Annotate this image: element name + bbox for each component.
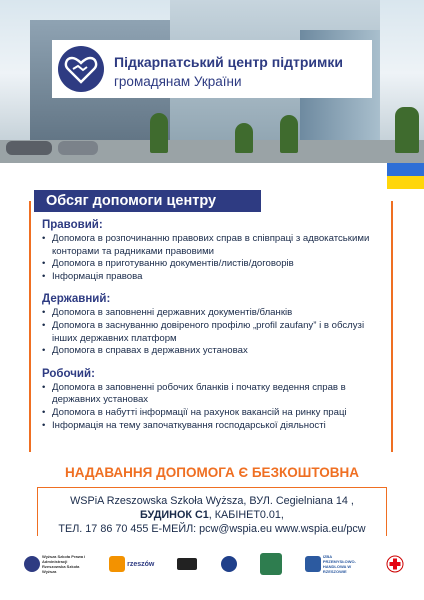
help-scope-list: [42, 219, 387, 442]
list-item: • Інформація правова: [42, 271, 387, 284]
address-line2: [0, 509, 424, 521]
partner-logos: [24, 549, 404, 579]
center-title-line2: громадянам України: [114, 74, 242, 89]
red-cross-logo-icon: [386, 555, 404, 573]
list-item: • Допомога в приготуванню документів/листів/договорів: [42, 258, 387, 271]
address-line1: WSPiA Rzeszowska Szkoła Wyższa, ВУЛ. Cegielniana 14 ,: [70, 495, 354, 507]
izba-logo-icon: IZBA PRZEMYSŁOWO-HANDLOWA W RZESZOWIE: [305, 554, 363, 574]
group-title-legal: Правовий:: [42, 219, 103, 231]
list-item: • Допомога в заснуванню довіреного профілю „profil zaufany” і в обслузі інших державних платформ: [42, 320, 387, 345]
emblem-logo-icon: [221, 556, 237, 572]
list-item: • Допомога в набутті інформації на рахунок вакансій на ринку праці: [42, 407, 387, 420]
group-list-work: [42, 382, 387, 432]
list-item: • Допомога в заповненні державних документів/бланків: [42, 307, 387, 320]
section-title: Обсяг допомоги центру: [34, 190, 261, 212]
car: [6, 141, 52, 155]
rzeszow-logo-icon: rzeszów: [109, 556, 154, 572]
wspia-logo-icon: Wyższa Szkoła Prawa i Administracji Rzeszowska Szkoła Wyższa: [24, 554, 86, 574]
list-item: • Допомога в заповненні робочих бланків і початку ведення справ в державних установах: [42, 382, 387, 407]
title-banner: [52, 40, 372, 98]
tree: [235, 123, 253, 153]
list-item: • Допомога в розпочинанню правових справ в співпраці з адвокатськими конторами та радниками правовими: [42, 233, 387, 258]
car: [58, 141, 98, 155]
free-assistance-notice: НАДАВАННЯ ДОПОМОГА Є БЕЗКОШТОВНА: [64, 465, 359, 480]
arrows-logo-icon: [177, 558, 197, 570]
group-title-work: Робочий:: [42, 367, 95, 380]
tree: [280, 115, 298, 153]
group-title-state: Державний:: [42, 293, 111, 306]
contact-line: ТЕЛ. 17 86 70 455 Е-МЕЙЛ: pcw@wspia.eu www.wspia.eu/pcw: [58, 523, 366, 535]
tree: [150, 113, 168, 153]
list-item: • Допомога в справах в державних установах: [42, 345, 387, 358]
group-list-legal: [42, 233, 387, 283]
group-list-state: [42, 307, 387, 357]
aip-logo-icon: [260, 553, 282, 575]
center-title-line1: Підкарпатський центр підтримки: [114, 54, 343, 70]
list-item: • Інформація на тему започаткування господарської діяльності: [42, 420, 387, 433]
room-label: , КАБІНЕТ0.01,: [208, 509, 284, 521]
ukraine-flag-icon: [387, 163, 424, 189]
handshake-heart-icon: [58, 46, 104, 92]
tree: [395, 107, 419, 153]
building-label: БУДИНОК С1: [140, 509, 209, 521]
